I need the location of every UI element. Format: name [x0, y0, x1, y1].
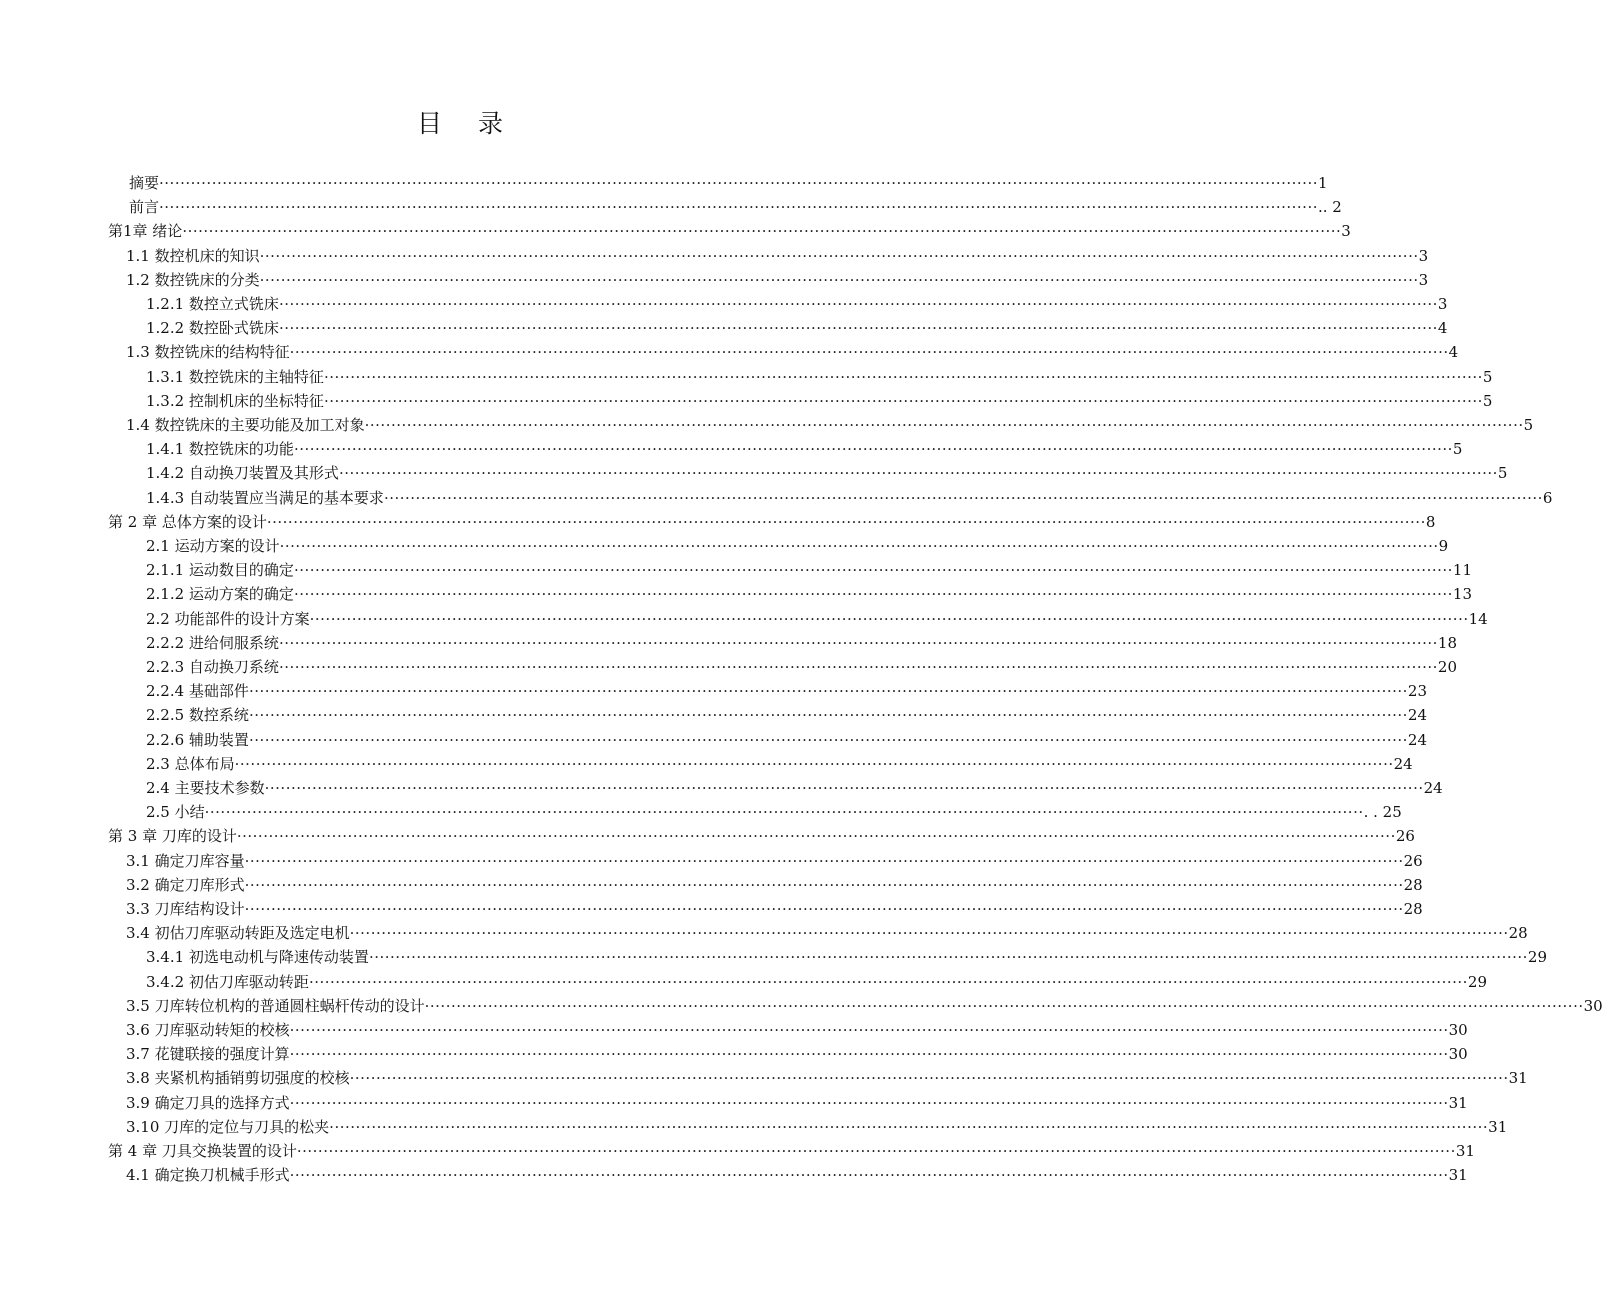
- toc-entry-label: 2.1 运动方案的设计: [146, 537, 280, 555]
- toc-entry-page: 30: [1583, 996, 1603, 1015]
- toc-entry-label: 3.3 刀库结构设计: [126, 900, 245, 918]
- toc-entry[interactable]: [146, 679, 1428, 703]
- toc-entry-label: 2.2.3 自动换刀系统: [146, 658, 279, 676]
- toc-entry-page: . . 25: [1363, 803, 1402, 822]
- toc-entry-label: 2.1.2 运动方案的确定: [146, 585, 294, 604]
- toc-entry-label: 2.3 总体布局: [146, 754, 235, 773]
- toc-entry-page: 4: [1437, 319, 1448, 338]
- toc-entry[interactable]: [146, 461, 1508, 485]
- dot-leader: ····························································································································································································································: [278, 319, 1438, 338]
- dot-leader: ····························································································································································································································: [204, 803, 1364, 822]
- toc-entry[interactable]: [146, 631, 1458, 655]
- toc-entry-page: 28: [1403, 875, 1423, 894]
- toc-entry-page: 4: [1448, 343, 1459, 362]
- toc-entry-page: 26: [1395, 827, 1415, 846]
- dot-leader: ····························································································································································································································: [259, 246, 1419, 265]
- toc-entry-page: 26: [1403, 851, 1423, 870]
- dot-leader: ····························································································································································································································: [329, 1117, 1489, 1136]
- dot-leader: ····························································································································································································································: [278, 658, 1438, 676]
- toc-entry-page: 9: [1438, 537, 1449, 555]
- toc-entry[interactable]: [146, 389, 1493, 413]
- toc-entry[interactable]: [126, 1115, 1508, 1139]
- toc-entry-label: 3.7 花键联接的强度计算: [126, 1045, 290, 1064]
- dot-leader: ····························································································································································································································: [259, 270, 1419, 289]
- toc-entry-label: 2.2.5 数控系统: [146, 706, 249, 725]
- toc-entry-label: 第1章 绪论: [108, 222, 183, 241]
- toc-entry-page: 29: [1527, 948, 1548, 967]
- toc-entry-label: 3.1 确定刀库容量: [126, 851, 245, 870]
- dot-leader: ····························································································································································································································: [338, 464, 1498, 483]
- toc-entry[interactable]: [126, 413, 1534, 437]
- toc-entry-page: 31: [1508, 1069, 1528, 1088]
- toc-entry-page: 31: [1448, 1166, 1468, 1185]
- toc-entry-page: 5: [1482, 391, 1493, 410]
- dot-leader: ····························································································································································································································: [293, 561, 1453, 580]
- toc-entry-page: 3: [1418, 246, 1429, 265]
- toc-entry-label: 2.2 功能部件的设计方案: [146, 609, 310, 628]
- toc-entry-label: 1.4 数控铣床的主要功能及加工对象: [126, 416, 365, 434]
- dot-leader: ····························································································································································································································: [383, 488, 1543, 507]
- dot-leader: ····························································································································································································································: [244, 875, 1404, 894]
- toc-entry-page: 8: [1425, 512, 1436, 531]
- toc-entry[interactable]: [126, 1042, 1468, 1066]
- toc-entry[interactable]: [146, 437, 1463, 461]
- toc-entry-label: 3.5 刀库转位机构的普通圆柱蜗杆传动的设计: [126, 996, 425, 1015]
- toc-entry-page: 13: [1452, 585, 1473, 604]
- dot-leader: ····························································································································································································································: [159, 174, 1318, 192]
- toc-entry[interactable]: [146, 607, 1488, 631]
- toc-entry[interactable]: [126, 268, 1429, 292]
- toc-entry-page: 18: [1437, 633, 1458, 652]
- dot-leader: ····························································································································································································································: [289, 343, 1449, 362]
- toc-entry-page: 30: [1448, 1021, 1468, 1039]
- toc-entry-label: 1.2.1 数控立式铣床: [146, 295, 279, 313]
- toc-entry-page: 28: [1403, 900, 1423, 918]
- toc-entry[interactable]: [146, 945, 1548, 969]
- toc-entry-page: 31: [1448, 1093, 1468, 1112]
- dot-leader: ····························································································································································································································: [289, 1045, 1449, 1064]
- dot-leader: ····························································································································································································································: [424, 996, 1584, 1015]
- toc-entry-page: 30: [1448, 1045, 1468, 1064]
- toc-entry-label: 第 3 章 刀库的设计: [108, 827, 237, 846]
- dot-leader: ····························································································································································································································: [323, 367, 1483, 386]
- dot-leader: ····························································································································································································································: [289, 1021, 1449, 1039]
- toc-entry[interactable]: [129, 171, 1328, 195]
- toc-entry[interactable]: [146, 292, 1448, 316]
- toc-entry-label: 前言: [129, 198, 160, 217]
- toc-entry[interactable]: [126, 849, 1423, 873]
- dot-leader: ····························································································································································································································: [293, 440, 1453, 459]
- toc-entry[interactable]: [146, 655, 1458, 679]
- toc-entry[interactable]: [126, 340, 1459, 364]
- toc-entry[interactable]: [146, 558, 1473, 582]
- dot-leader: ····························································································································································································································: [234, 754, 1394, 773]
- toc-entry-page: 5: [1523, 416, 1534, 434]
- dot-leader: ····························································································································································································································: [279, 537, 1439, 555]
- toc-entry-page: 31: [1488, 1117, 1508, 1136]
- toc-entry[interactable]: [129, 195, 1342, 219]
- toc-entry[interactable]: [108, 824, 1415, 848]
- toc-entry-label: 3.9 确定刀具的选择方式: [126, 1093, 290, 1112]
- toc-entry-page: 11: [1452, 561, 1473, 580]
- toc-entry-page: 5: [1452, 440, 1463, 459]
- toc-entry-label: 2.4 主要技术参数: [146, 779, 265, 797]
- toc-entry[interactable]: [126, 921, 1528, 945]
- toc-entry-page: 1: [1318, 174, 1328, 192]
- dot-leader: ····························································································································································································································: [293, 585, 1453, 604]
- toc-entry-label: 3.4.1 初选电动机与降速传动装置: [146, 948, 369, 967]
- toc-entry-page: 14: [1468, 609, 1488, 628]
- toc-entry[interactable]: [146, 316, 1448, 340]
- dot-leader: ····························································································································································································································: [264, 779, 1424, 797]
- toc-entry-label: 2.1.1 运动数目的确定: [146, 561, 294, 580]
- dot-leader: ····························································································································································································································: [323, 391, 1483, 410]
- toc-entry-page: 6: [1542, 488, 1553, 507]
- toc-entry-page: 24: [1407, 706, 1428, 725]
- toc-entry-page: 31: [1455, 1142, 1475, 1160]
- toc-entry-label: 1.2 数控铣床的分类: [126, 270, 260, 289]
- dot-leader: ····························································································································································································································: [248, 706, 1408, 725]
- toc-entry[interactable]: [126, 1091, 1468, 1115]
- toc-entry-label: 1.1 数控机床的知识: [126, 246, 260, 265]
- page-title: 目 录: [417, 109, 517, 138]
- dot-leader: ····························································································································································································································: [266, 512, 1426, 531]
- toc-entry[interactable]: [146, 752, 1413, 776]
- dot-leader: ····························································································································································································································: [236, 827, 1396, 846]
- toc-entry-page: 29: [1467, 972, 1488, 991]
- dot-leader: ····························································································································································································································: [309, 609, 1469, 628]
- toc-entry-label: 1.4.1 数控铣床的功能: [146, 440, 294, 459]
- dot-leader: ····························································································································································································································: [248, 730, 1408, 749]
- toc-entry[interactable]: [108, 219, 1351, 243]
- toc-entry[interactable]: [146, 970, 1488, 994]
- toc-entry[interactable]: [108, 1139, 1475, 1163]
- dot-leader: ····························································································································································································································: [248, 682, 1408, 701]
- toc-entry[interactable]: [146, 703, 1428, 727]
- dot-leader: ····························································································································································································································: [296, 1142, 1456, 1160]
- dot-leader: ····························································································································································································································: [308, 972, 1468, 991]
- toc-entry-label: 第 4 章 刀具交换装置的设计: [108, 1142, 297, 1160]
- dot-leader: ····························································································································································································································: [289, 1166, 1449, 1185]
- toc-entry-page: 3: [1437, 295, 1448, 313]
- toc-entry-label: 第 2 章 总体方案的设计: [108, 512, 267, 531]
- toc-entry-label: 3.2 确定刀库形式: [126, 875, 245, 894]
- toc-entry[interactable]: [146, 776, 1443, 800]
- toc-entry[interactable]: [126, 994, 1603, 1018]
- toc-entry[interactable]: [126, 873, 1423, 897]
- toc-entry-page: 24: [1393, 754, 1413, 773]
- toc-entry-label: 1.2.2 数控卧式铣床: [146, 319, 279, 338]
- dot-leader: ····························································································································································································································: [349, 1069, 1509, 1088]
- toc-entry-page: .. 2: [1318, 198, 1342, 217]
- toc-entry[interactable]: [126, 244, 1429, 268]
- toc-entry[interactable]: [146, 728, 1428, 752]
- toc-entry-label: 1.3.1 数控铣床的主轴特征: [146, 367, 324, 386]
- toc-entry-label: 1.3 数控铣床的结构特征: [126, 343, 290, 362]
- toc-entry-page: 3: [1341, 222, 1351, 241]
- dot-leader: ····························································································································································································································: [244, 900, 1404, 918]
- dot-leader: ····························································································································································································································: [349, 924, 1509, 943]
- toc-entry-page: 5: [1497, 464, 1508, 483]
- toc-entry-page: 23: [1407, 682, 1428, 701]
- toc-entry-label: 1.4.2 自动换刀装置及其形式: [146, 464, 339, 483]
- toc-entry-label: 2.2.4 基础部件: [146, 682, 249, 701]
- toc-entry-label: 1.3.2 控制机床的坐标特征: [146, 391, 324, 410]
- toc-entry-page: 24: [1423, 779, 1443, 797]
- toc-entry[interactable]: [126, 1163, 1468, 1187]
- toc-entry-label: 3.4.2 初估刀库驱动转距: [146, 972, 309, 991]
- toc-entry[interactable]: [108, 510, 1436, 534]
- toc-entry[interactable]: [146, 365, 1493, 389]
- toc-entry-page: 5: [1482, 367, 1493, 386]
- toc-entry-page: 20: [1437, 658, 1458, 676]
- toc-entry-label: 2.2.6 辅助装置: [146, 730, 249, 749]
- dot-leader: ····························································································································································································································: [159, 198, 1318, 217]
- toc-entry[interactable]: [126, 1018, 1468, 1042]
- dot-leader: ····························································································································································································································: [364, 416, 1524, 434]
- toc-entry-page: 3: [1418, 270, 1429, 289]
- dot-leader: ····························································································································································································································: [244, 851, 1404, 870]
- toc-entry[interactable]: [146, 582, 1473, 606]
- toc-entry-page: 28: [1508, 924, 1528, 943]
- toc-entry-label: 摘要: [129, 174, 160, 192]
- toc-entry-label: 3.6 刀库驱动转矩的校核: [126, 1021, 290, 1039]
- toc-entry[interactable]: [146, 486, 1553, 510]
- toc-entry-label: 3.8 夹紧机构插销剪切强度的校核: [126, 1069, 350, 1088]
- toc-entry-page: 24: [1407, 730, 1428, 749]
- toc-entry-label: 1.4.3 自动装置应当满足的基本要求: [146, 488, 384, 507]
- toc-entry[interactable]: [126, 897, 1423, 921]
- toc-entry[interactable]: [146, 800, 1402, 824]
- toc-entry-label: 3.4 初估刀库驱动转距及选定电机: [126, 924, 350, 943]
- dot-leader: ····························································································································································································································: [289, 1093, 1449, 1112]
- dot-leader: ····························································································································································································································: [278, 633, 1438, 652]
- dot-leader: ····························································································································································································································: [368, 948, 1528, 967]
- toc-entry-label: 4.1 确定换刀机械手形式: [126, 1166, 290, 1185]
- toc-entry-label: 2.5 小结: [146, 803, 205, 822]
- toc-entry[interactable]: [146, 534, 1449, 558]
- dot-leader: ····························································································································································································································: [278, 295, 1438, 313]
- toc-entry-label: 2.2.2 进给伺服系统: [146, 633, 279, 652]
- toc-entry[interactable]: [126, 1066, 1528, 1090]
- toc-entry-label: 3.10 刀库的定位与刀具的松夹: [126, 1117, 330, 1136]
- dot-leader: ····························································································································································································································: [182, 222, 1342, 241]
